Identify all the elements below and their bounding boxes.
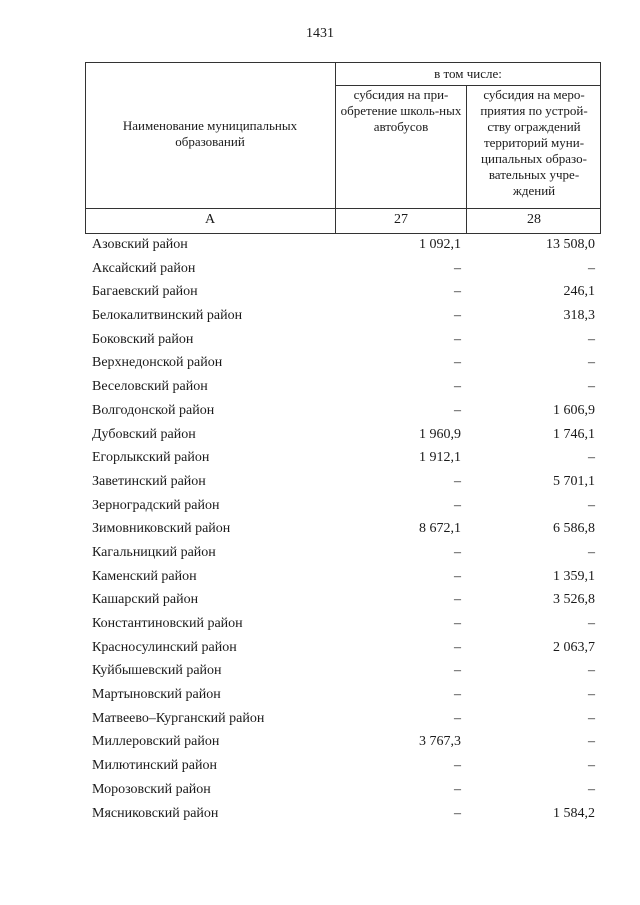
table-row bbox=[85, 684, 601, 708]
value-fencing: – bbox=[588, 544, 595, 560]
table-row bbox=[85, 400, 601, 424]
value-fencing: – bbox=[588, 710, 595, 726]
value-fencing: – bbox=[588, 734, 595, 750]
table-row bbox=[85, 779, 601, 803]
value-fencing: – bbox=[588, 687, 595, 703]
page-number: 1431 bbox=[306, 26, 334, 41]
value-school-buses: 1 912,1 bbox=[419, 450, 461, 466]
value-fencing: – bbox=[588, 781, 595, 797]
municipality-name: Кагальницкий район bbox=[92, 544, 216, 560]
municipality-name: Заветинский район bbox=[92, 473, 206, 489]
table-row bbox=[85, 803, 601, 827]
value-school-buses: – bbox=[454, 568, 461, 584]
municipality-name: Зерноградский район bbox=[92, 497, 220, 513]
header-divider-numbers bbox=[85, 208, 601, 209]
municipality-name: Мартыновский район bbox=[92, 687, 221, 703]
value-school-buses: – bbox=[454, 758, 461, 774]
value-fencing: – bbox=[588, 497, 595, 513]
header-divider-group bbox=[335, 85, 601, 86]
value-school-buses: – bbox=[454, 663, 461, 679]
table-row bbox=[85, 234, 601, 258]
value-school-buses: – bbox=[454, 710, 461, 726]
table-row bbox=[85, 589, 601, 613]
value-fencing: – bbox=[588, 616, 595, 631]
table-row bbox=[85, 708, 601, 732]
value-fencing: – bbox=[588, 450, 595, 466]
value-school-buses: – bbox=[454, 639, 461, 655]
value-fencing: – bbox=[588, 355, 595, 371]
value-fencing: 3 526,8 bbox=[553, 592, 595, 608]
municipality-name: Матвеево–Курганский район bbox=[92, 710, 265, 726]
table-row bbox=[85, 281, 601, 305]
value-fencing: 13 508,0 bbox=[546, 237, 595, 252]
column-header-name: Наименование муниципальных образований bbox=[122, 118, 298, 149]
table-row bbox=[85, 376, 601, 400]
value-school-buses: 1 960,9 bbox=[419, 426, 461, 442]
header-border-top bbox=[85, 62, 601, 63]
municipality-name: Константиновский район bbox=[92, 616, 243, 631]
value-school-buses: – bbox=[454, 284, 461, 300]
table-row bbox=[85, 424, 601, 448]
value-fencing: 1 606,9 bbox=[553, 402, 595, 418]
municipality-name: Аксайский район bbox=[92, 260, 196, 276]
municipality-name: Красносулинский район bbox=[92, 639, 237, 655]
municipality-name: Кашарский район bbox=[92, 592, 199, 608]
value-fencing: 318,3 bbox=[563, 308, 595, 324]
value-fencing: 1 359,1 bbox=[553, 568, 595, 584]
value-fencing: – bbox=[588, 331, 595, 347]
table-row bbox=[85, 447, 601, 471]
municipality-name: Егорлыкский район bbox=[92, 450, 210, 466]
column-number-a: А bbox=[204, 212, 216, 227]
column-header-28: субсидия на меро-приятия по устрой-ству ограждений территорий муни-ципальных образо-вательных учре-ждений bbox=[480, 87, 588, 198]
value-school-buses: – bbox=[454, 497, 461, 513]
value-fencing: 1 584,2 bbox=[553, 805, 595, 821]
value-school-buses: – bbox=[454, 687, 461, 703]
table-row bbox=[85, 305, 601, 329]
value-school-buses: – bbox=[454, 402, 461, 418]
column-number-27: 27 bbox=[394, 212, 408, 227]
table-row bbox=[85, 518, 601, 542]
table-row bbox=[85, 637, 601, 661]
value-school-buses: – bbox=[454, 592, 461, 608]
municipality-name: Веселовский район bbox=[92, 379, 208, 395]
column-header-27: субсидия на при-обретение школь-ных автобусов bbox=[340, 87, 462, 134]
value-school-buses: – bbox=[454, 473, 461, 489]
municipality-name: Белокалитвинский район bbox=[92, 308, 243, 324]
municipality-name: Мясниковский район bbox=[92, 805, 219, 821]
table-row bbox=[85, 566, 601, 590]
value-fencing: 6 586,8 bbox=[553, 521, 595, 537]
table-row bbox=[85, 258, 601, 282]
municipality-name: Миллеровский район bbox=[92, 734, 220, 750]
table-row bbox=[85, 755, 601, 779]
column-group-header: в том числе: bbox=[434, 66, 502, 81]
table-row bbox=[85, 613, 601, 637]
value-fencing: – bbox=[588, 379, 595, 395]
value-school-buses: – bbox=[454, 781, 461, 797]
municipality-name: Куйбышевский район bbox=[92, 663, 222, 679]
municipality-name: Дубовский район bbox=[92, 426, 196, 442]
municipality-name: Каменский район bbox=[92, 568, 197, 584]
value-fencing: – bbox=[588, 758, 595, 774]
value-school-buses: – bbox=[454, 355, 461, 371]
value-fencing: 246,1 bbox=[563, 284, 595, 300]
value-school-buses: 1 092,1 bbox=[419, 237, 461, 252]
municipality-name: Зимовниковский район bbox=[92, 521, 231, 537]
table-body bbox=[85, 234, 601, 826]
municipality-name: Багаевский район bbox=[92, 284, 198, 300]
municipality-name: Волгодонской район bbox=[92, 402, 215, 418]
value-school-buses: – bbox=[454, 260, 461, 276]
value-fencing: – bbox=[588, 260, 595, 276]
value-fencing: – bbox=[588, 663, 595, 679]
municipality-name: Боковский район bbox=[92, 331, 194, 347]
municipality-name: Милютинский район bbox=[92, 758, 218, 774]
municipality-name: Морозовский район bbox=[92, 781, 211, 797]
table-row bbox=[85, 352, 601, 376]
value-school-buses: – bbox=[454, 805, 461, 821]
table-row bbox=[85, 329, 601, 353]
value-fencing: 1 746,1 bbox=[553, 426, 595, 442]
value-school-buses: 3 767,3 bbox=[419, 734, 461, 750]
table-row bbox=[85, 471, 601, 495]
value-fencing: 2 063,7 bbox=[553, 639, 595, 655]
table-row bbox=[85, 731, 601, 755]
table-row bbox=[85, 660, 601, 684]
column-number-28: 28 bbox=[527, 212, 541, 227]
value-fencing: 5 701,1 bbox=[553, 473, 595, 489]
value-school-buses: – bbox=[454, 379, 461, 395]
table-header bbox=[85, 62, 601, 234]
municipality-name: Азовский район bbox=[92, 237, 188, 252]
value-school-buses: – bbox=[454, 544, 461, 560]
table-row bbox=[85, 495, 601, 519]
value-school-buses: – bbox=[454, 331, 461, 347]
value-school-buses: 8 672,1 bbox=[419, 521, 461, 537]
municipality-name: Верхнедонской район bbox=[92, 355, 223, 371]
value-school-buses: – bbox=[454, 308, 461, 324]
value-school-buses: – bbox=[454, 616, 461, 631]
table-row bbox=[85, 542, 601, 566]
